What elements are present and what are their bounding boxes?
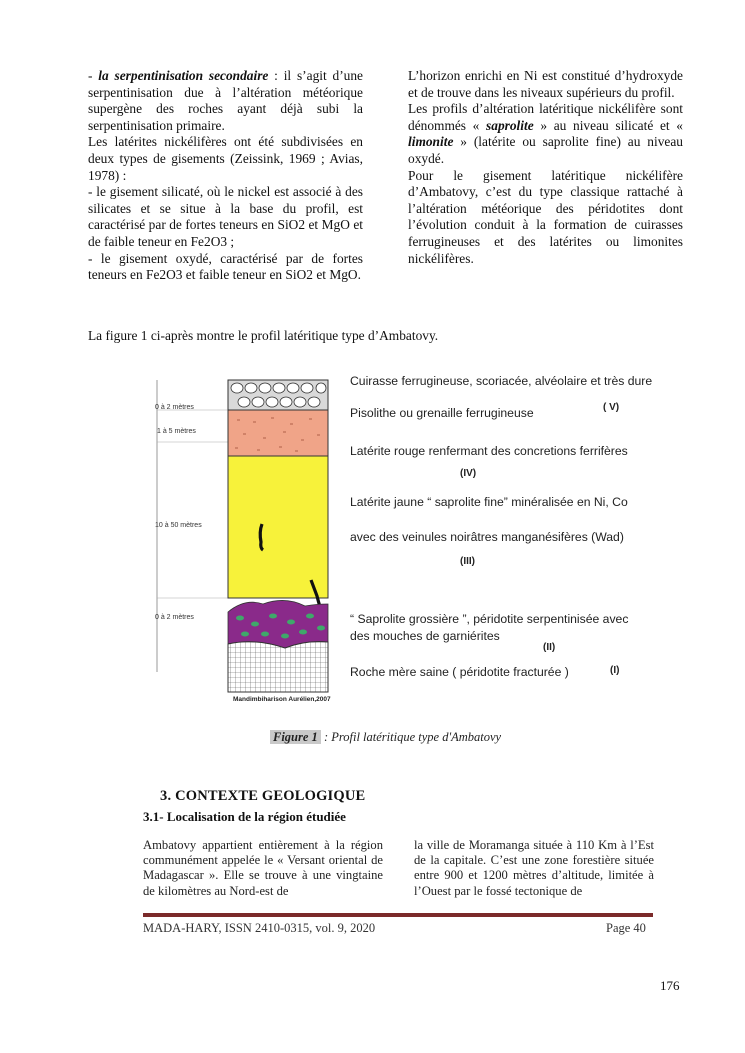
paragraph-horizon-ni: L’horizon enrichi en Ni est constitué d’hydroxyde et de trouve dans les niveaux supérieurs du profil.	[408, 68, 683, 100]
horizon-number-ii: (II)	[543, 642, 556, 653]
scan-left-column: Ambatovy appartient entièrement à la région communément appelée le « Versant oriental de Madagascar ». Elle se trouve à une vingtaine de kilomètres au Nord-est de	[143, 838, 383, 898]
figure-credit: Mandimbiharison Aurélien,2007	[233, 696, 331, 703]
depth-label-saprolite: 0 à 2 mètres	[155, 614, 194, 621]
depth-label-laterite-jaune: 10 à 50 mètres	[155, 522, 202, 529]
figure-caption-text: : Profil latéritique type d'Ambatovy	[320, 730, 502, 744]
subsection-title: 3.1- Localisation de la région étudiée	[143, 809, 346, 824]
horizon-number-v: ( V)	[603, 402, 620, 413]
paragraph-gisement-oxyde: - le gisement oxydé, caractérisé par de fortes teneurs en Fe2O3 et faible teneur en SiO2 et MgO.	[88, 250, 363, 283]
paragraph-ambatovy: Pour le gisement latéritique nickélifère d’Ambatovy, c’est du type classique rattaché à l’altération météorique des péridotites dont l’évolution conduit à la formation de cuirasses ferrugineuses et des latérites ou limonites nickélifères.	[408, 167, 683, 266]
horizon-laterite-rouge	[228, 410, 328, 456]
depth-label-cuirasse: 0 à 2 mètres	[155, 404, 194, 411]
horizon-laterite-jaune	[228, 456, 328, 598]
desc-garnierites: des mouches de garniérites	[350, 629, 500, 643]
horizon-saprolite-grossiere	[228, 600, 328, 648]
desc-laterite-jaune: Latérite jaune “ saprolite fine” minéralisée en Ni, Co	[350, 495, 628, 509]
paragraph-laterites: Les latérites nickélifères ont été subdivisées en deux types de gisements (Zeissink, 1969 ; Avias, 1978) :	[88, 134, 363, 183]
term-serpentinisation-secondaire: la serpentinisation secondaire	[98, 68, 269, 83]
horizon-number-i: (I)	[610, 665, 620, 676]
term-saprolite: saprolite	[486, 117, 534, 133]
horizon-roche-mere	[228, 642, 328, 692]
journal-page-label: Page 40	[606, 921, 646, 935]
footer-rule	[143, 913, 653, 917]
desc-cuirasse: Cuirasse ferrugineuse, scoriacée, alvéolaire et très dure	[350, 374, 653, 388]
figure-caption-label: Figure 1	[270, 730, 321, 744]
figure-caption	[270, 730, 501, 745]
desc-pisolithe: Pisolithe ou grenaille ferrugineuse	[350, 406, 534, 420]
paragraph-profils: Les profils d’altération latéritique nickélifère sont dénommés « saprolite » au niveau silicaté et « limonite » (latérite ou saprolite fine) au niveau oxydé.	[408, 101, 683, 166]
figure-intro: La figure 1 ci-après montre le profil latéritique type d’Ambatovy.	[88, 328, 439, 343]
paragraph-serpentinisation: - la serpentinisation secondaire : il s’agit d’une serpentinisation due à l’altération météorique supergène des roches ayant déjà subi la serpentinisation primaire.	[88, 68, 364, 133]
left-text-column	[88, 68, 363, 284]
desc-roche-mere: Roche mère saine ( péridotite fracturée )	[350, 665, 569, 679]
paragraph-gisement-silicate: - le gisement silicaté, où le nickel est associé à des silicates et se situe à la base du profil, est caractérisé par de fortes teneurs en SiO2 et MgO et de faible teneur en Fe2O3 ;	[88, 184, 363, 249]
desc-wad: avec des veinules noirâtres manganésifères (Wad)	[350, 530, 624, 544]
right-text-column	[408, 68, 683, 267]
page-number: 176	[660, 978, 680, 993]
horizon-number-iii: (III)	[460, 556, 475, 567]
scan-right-column: la ville de Moramanga située à 110 Km à l’Est de la capitale. C’est une zone forestière située entre 900 et 1200 mètres d’altitude, limitée à l’Ouest par le fossé tectonique de	[414, 838, 654, 898]
depth-label-laterite-rouge: 1 à 5 mètres	[157, 428, 196, 435]
laterite-profile-figure	[145, 372, 665, 752]
desc-laterite-rouge: Latérite rouge renfermant des concretions ferrifères	[350, 444, 628, 458]
desc-saprolite-grossiere: “ Saprolite grossière ”, péridotite serpentinisée avec	[350, 612, 629, 626]
horizon-number-iv: (IV)	[460, 468, 477, 479]
journal-footer: MADA-HARY, ISSN 2410-0315, vol. 9, 2020	[143, 921, 376, 935]
section-title: 3. CONTEXTE GEOLOGIQUE	[160, 788, 366, 804]
term-limonite: limonite	[408, 134, 454, 150]
